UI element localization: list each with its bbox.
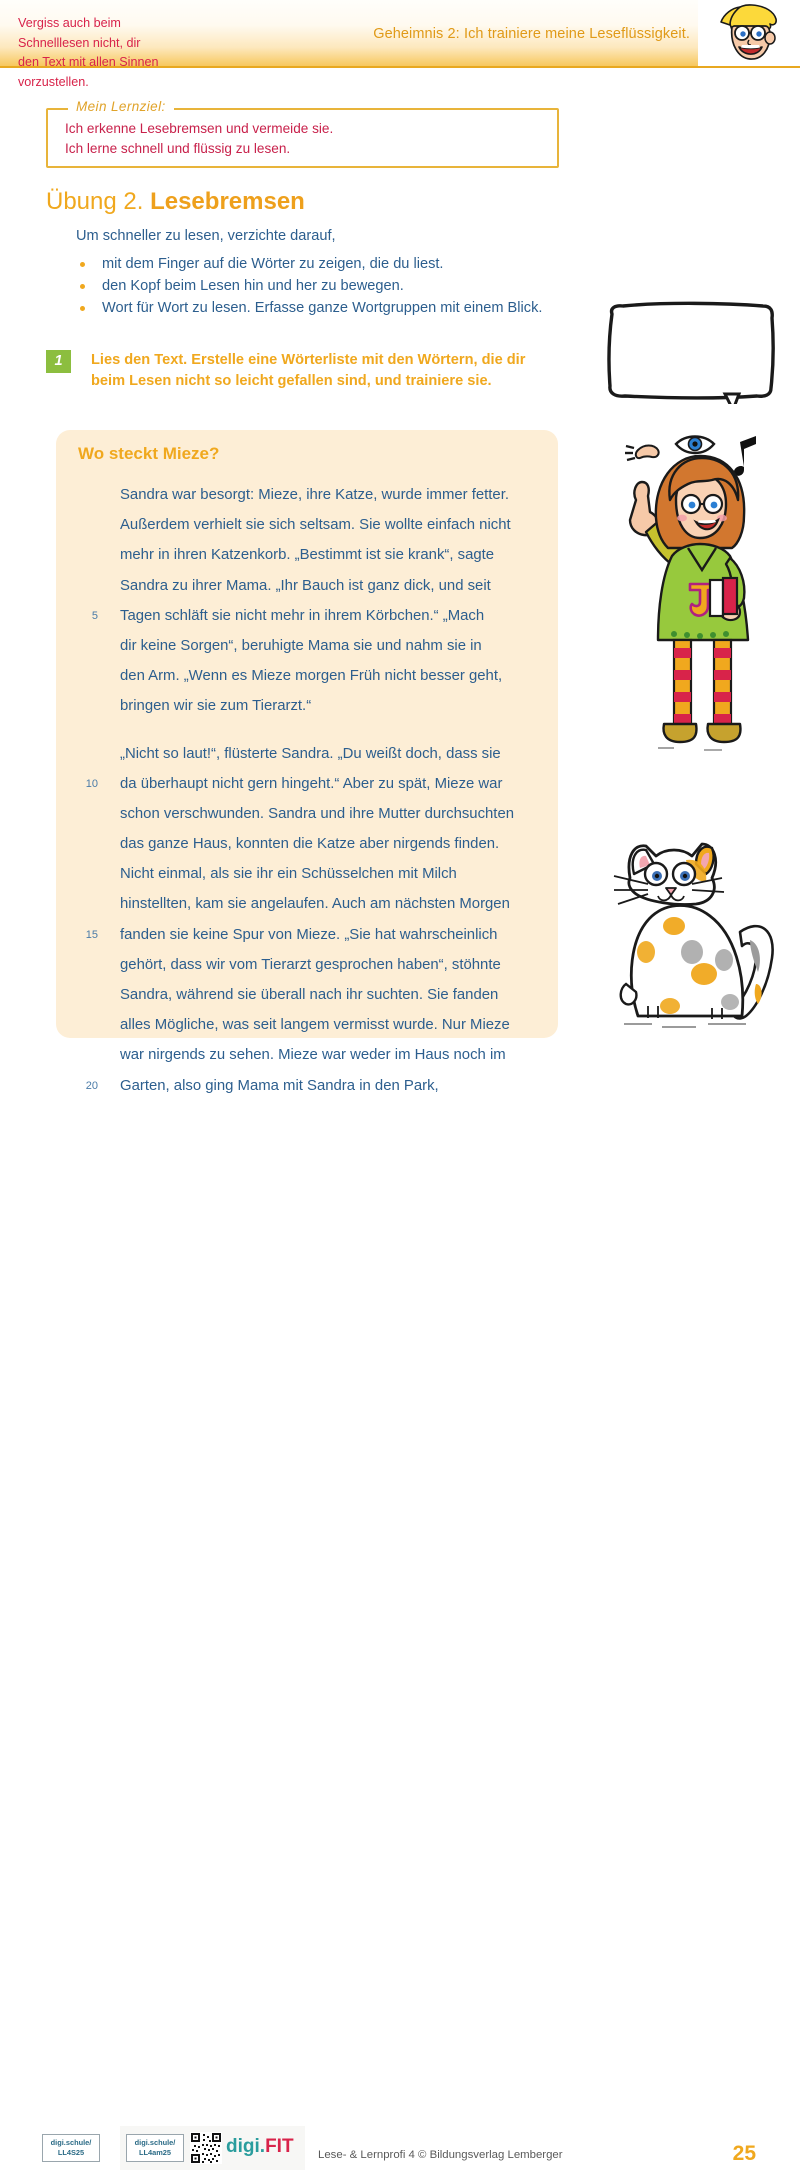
- reading-line-text: bringen wir sie zum Tierarzt.“: [120, 698, 312, 715]
- reading-line-text: schon verschwunden. Sandra und ihre Mutter durchsuchten: [120, 805, 515, 822]
- reading-line-text: alles Mögliche, was seit langem vermisst wurde. Nur Mieze: [120, 1017, 510, 1034]
- reading-line-text: Nicht einmal, als sie ihr ein Schüsselchen mit Milch: [120, 866, 457, 883]
- badge-line-1: digi.schule/: [50, 2138, 92, 2147]
- calico-cat-icon: [600, 820, 790, 1045]
- page-number: 25: [732, 2142, 756, 2165]
- lernziel-line: Ich erkenne Lesebremsen und vermeide sie.: [65, 121, 334, 136]
- footer-credit: Lese- & Lernprofi 4 © Bildungsverlag Lemberger: [318, 2149, 563, 2161]
- lernziel-line: Ich lerne schnell und flüssig zu lesen.: [65, 141, 291, 156]
- reading-line: [56, 829, 558, 859]
- reading-text-box: [56, 430, 558, 1094]
- reading-line-text: gehört, dass wir vom Tierarzt gesprochen haben“, stöhnte: [120, 956, 501, 973]
- reading-line-text: Außerdem verhielt sie sich seltsam. Sie wollte einfach nicht: [120, 517, 511, 534]
- digifit-logo-part1: digi.: [226, 2136, 266, 2157]
- reading-paragraph: [56, 739, 558, 1101]
- girl-pointing-with-book-icon: [600, 408, 790, 778]
- badge-line-2: LL4S25: [57, 2147, 85, 2157]
- reading-line: [56, 889, 558, 919]
- lernziel-legend: Mein Lernziel:: [68, 99, 174, 114]
- reading-line: [56, 769, 558, 799]
- reading-body: [56, 480, 558, 1118]
- music-note-icon: [734, 436, 756, 476]
- reading-line: [56, 540, 558, 570]
- reading-line: [56, 571, 558, 601]
- reading-line-text: den Arm. „Wenn es Mieze morgen Früh nicht besser geht,: [120, 668, 503, 685]
- reading-line-text: dir keine Sorgen“, beruhigte Mama sie und nahm sie in: [120, 637, 482, 654]
- digifit-logo: [226, 2136, 294, 2158]
- bullet-dot-icon: [80, 284, 85, 289]
- intro-line: Um schneller zu lesen, verzichte darauf,: [76, 228, 336, 244]
- nose-smell-icon: [625, 446, 659, 461]
- list-item-label: den Kopf beim Lesen hin und her zu bewegen.: [102, 278, 404, 294]
- digi-schule-badge-1[interactable]: [42, 2134, 100, 2162]
- list-item-label: mit dem Finger auf die Wörter zu zeigen, die du liest.: [102, 256, 444, 272]
- reading-line: [56, 661, 558, 691]
- reading-line: [56, 601, 558, 631]
- task-1: [46, 350, 546, 392]
- reading-line-text: hinstellten, kam sie angelaufen. Auch am nächsten Morgen: [120, 896, 510, 913]
- page-title: [46, 188, 305, 216]
- line-number: 10: [85, 777, 98, 790]
- reading-line: [56, 691, 558, 721]
- reading-line-text: da überhaupt nicht gern hingeht.“ Aber zu spät, Mieze war: [120, 775, 503, 792]
- list-item: [76, 298, 546, 319]
- reading-line-text: Garten, also ging Mama mit Sandra in den Park,: [120, 1077, 439, 1094]
- reading-line: [56, 739, 558, 769]
- reading-line: [56, 799, 558, 829]
- reading-line-text: Sandra zu ihrer Mama. „Ihr Bauch ist ganz dick, und seit: [120, 577, 491, 594]
- reading-line: [56, 950, 558, 980]
- uebung-label: Übung 2.: [46, 188, 144, 215]
- reading-line-text: Tagen schläft sie nicht mehr in ihrem Körbchen.“ „Mach: [120, 607, 485, 624]
- line-number: 20: [85, 1079, 98, 1092]
- bullet-dot-icon: [80, 306, 85, 311]
- list-item-label: Wort für Wort zu lesen. Erfasse ganze Wortgruppen mit einem Blick.: [102, 300, 543, 316]
- line-number: 15: [85, 928, 98, 941]
- reading-line-text: das ganze Haus, konnten die Katze aber nirgends finden.: [120, 836, 500, 853]
- reading-line-text: war nirgends zu sehen. Mieze war weder im Haus noch im: [120, 1047, 506, 1064]
- reading-line: [56, 859, 558, 889]
- list-item: [76, 254, 546, 275]
- digifit-logo-part2: FIT: [265, 2136, 294, 2157]
- reading-line-text: „Nicht so laut!“, flüsterte Sandra. „Du weißt doch, dass sie: [120, 745, 501, 762]
- reading-line: [56, 920, 558, 950]
- task-instruction: Lies den Text. Erstelle eine Wörterliste mit den Wörtern, die dir beim Lesen nicht so leicht gefallen sind, und trainiere sie.: [91, 352, 526, 389]
- header-title: Geheimnis 2: Ich trainiere meine Leseflüssigkeit.: [373, 26, 690, 42]
- digi-schule-badge-2[interactable]: [126, 2134, 184, 2162]
- book-icon: [710, 578, 737, 616]
- bullet-dot-icon: [80, 262, 85, 267]
- task-number-badge: 1: [46, 350, 71, 373]
- uebung-name: Lesebremsen: [150, 188, 305, 215]
- reading-line-text: Sandra, während sie überall nach ihr suchten. Sie fanden: [120, 987, 499, 1003]
- reading-title: Wo steckt Mieze?: [78, 444, 220, 463]
- qr-code-icon[interactable]: [190, 2132, 222, 2164]
- speech-bubble: [605, 300, 777, 404]
- badge-line-2: LL4am25: [138, 2147, 172, 2157]
- reading-line: [56, 1010, 558, 1040]
- page-footer: [0, 1062, 800, 2165]
- reading-paragraph: [56, 480, 558, 722]
- reading-line-text: mehr in ihren Katzenkorb. „Bestimmt ist sie krank“, sagte: [120, 547, 495, 564]
- badge-line-1: digi.schule/: [134, 2138, 176, 2147]
- line-number: 5: [91, 609, 98, 622]
- boy-head-mascot-icon: [716, 2, 782, 64]
- reading-line-text: fanden sie keine Spur von Mieze. „Sie hat wahrscheinlich: [120, 926, 498, 943]
- reading-line: [56, 980, 558, 1010]
- eye-icon: [676, 437, 714, 454]
- lernziel-box: [46, 99, 559, 168]
- reading-line: [56, 510, 558, 540]
- speech-bubble-text: Vergiss auch beim Schnelllesen nicht, dir den Text mit allen Sinnen vorzustellen.: [18, 16, 159, 89]
- reading-line: [56, 631, 558, 661]
- list-item: [76, 276, 546, 297]
- avoid-list: [76, 254, 546, 320]
- reading-line: [56, 480, 558, 510]
- reading-line-text: Sandra war besorgt: Mieze, ihre Katze, wurde immer fetter.: [120, 487, 509, 503]
